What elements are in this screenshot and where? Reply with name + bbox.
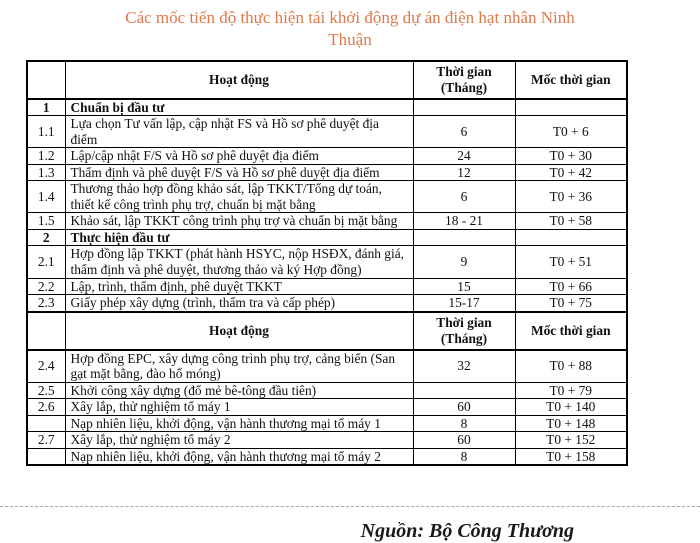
duration-cell: [413, 382, 515, 399]
duration-cell: [413, 229, 515, 246]
table-row: [27, 246, 627, 278]
activity-cell: Nạp nhiên liệu, khởi động, vận hành thương mại tổ máy 2: [65, 448, 413, 465]
source-credit: Nguồn: Bộ Công Thương: [360, 520, 574, 543]
milestone-cell: T0 + 42: [515, 164, 627, 181]
milestone-cell: T0 + 79: [515, 382, 627, 399]
activity-cell: Hợp đồng lập TKKT (phát hành HSYC, nộp HSĐX, đánh giá, thẩm định và phê duyệt, thương thảo và ký Hợp đồng): [65, 246, 413, 278]
row-number-cell: 2.4: [27, 350, 65, 383]
table-row: [27, 148, 627, 165]
row-number-cell: 2.2: [27, 278, 65, 295]
table-row: [27, 382, 627, 399]
activity-cell: Thực hiện đầu tư: [65, 229, 413, 246]
row-number-cell: 1: [27, 99, 65, 116]
section-row: [27, 229, 627, 246]
table-row: [27, 278, 627, 295]
table-header-row: [27, 312, 627, 350]
row-number-cell: 1.4: [27, 181, 65, 213]
duration-cell: 9: [413, 246, 515, 278]
activity-column-header: Hoạt động: [65, 61, 413, 99]
table-row: [27, 448, 627, 465]
activity-column-header: Hoạt động: [65, 312, 413, 350]
row-number-cell: 2.7: [27, 432, 65, 449]
milestone-cell: T0 + 66: [515, 278, 627, 295]
row-number-cell: 2.5: [27, 382, 65, 399]
row-number-cell: 1.3: [27, 164, 65, 181]
page-title: Các mốc tiến độ thực hiện tái khởi động dự án điện hạt nhân Ninh Thuận: [125, 8, 575, 49]
activity-cell: Khởi công xây dựng (đổ mẻ bê-tông đầu tiên): [65, 382, 413, 399]
milestone-schedule-table: [26, 60, 628, 467]
table-row: [27, 399, 627, 416]
row-number-cell: [27, 448, 65, 465]
table-row: [27, 213, 627, 230]
duration-cell: 24: [413, 148, 515, 165]
corner-header-cell: [27, 61, 65, 99]
activity-cell: Chuẩn bị đầu tư: [65, 99, 413, 116]
table-row: [27, 116, 627, 148]
milestone-cell: T0 + 152: [515, 432, 627, 449]
row-number-cell: 2.3: [27, 295, 65, 312]
milestone-cell: T0 + 158: [515, 448, 627, 465]
activity-cell: Nạp nhiên liệu, khởi động, vận hành thương mại tổ máy 1: [65, 415, 413, 432]
milestone-cell: T0 + 36: [515, 181, 627, 213]
duration-cell: 32: [413, 350, 515, 383]
table-row: [27, 164, 627, 181]
duration-column-header: Thời gian (Tháng): [413, 312, 515, 350]
milestone-cell: T0 + 148: [515, 415, 627, 432]
activity-cell: Thương thảo hợp đồng khảo sát, lập TKKT/Tổng dự toán, thiết kế công trình phụ trợ, chuẩn bị mặt bằng: [65, 181, 413, 213]
row-number-cell: 2.1: [27, 246, 65, 278]
activity-cell: Giấy phép xây dựng (trình, thẩm tra và cấp phép): [65, 295, 413, 312]
activity-cell: Xây lắp, thử nghiệm tổ máy 2: [65, 432, 413, 449]
duration-cell: 15: [413, 278, 515, 295]
duration-cell: 18 - 21: [413, 213, 515, 230]
milestone-cell: T0 + 140: [515, 399, 627, 416]
row-number-cell: 1.2: [27, 148, 65, 165]
row-number-cell: [27, 415, 65, 432]
milestone-cell: T0 + 75: [515, 295, 627, 312]
activity-cell: Xây lắp, thử nghiệm tổ máy 1: [65, 399, 413, 416]
schedule-table-body: [27, 61, 627, 466]
row-number-cell: 1.5: [27, 213, 65, 230]
table-row: [27, 295, 627, 312]
row-number-cell: 2: [27, 229, 65, 246]
activity-cell: Lập/cập nhật F/S và Hồ sơ phê duyệt địa điểm: [65, 148, 413, 165]
activity-cell: Thẩm định và phê duyệt F/S và Hồ sơ phê duyệt địa điểm: [65, 164, 413, 181]
table-row: [27, 350, 627, 383]
milestone-cell: [515, 229, 627, 246]
table-row: [27, 181, 627, 213]
table-row: [27, 432, 627, 449]
table-header-row: [27, 61, 627, 99]
row-number-cell: 2.6: [27, 399, 65, 416]
duration-column-header: Thời gian (Tháng): [413, 61, 515, 99]
milestone-column-header: Mốc thời gian: [515, 312, 627, 350]
milestone-column-header: Mốc thời gian: [515, 61, 627, 99]
table-row: [27, 415, 627, 432]
milestone-cell: [515, 99, 627, 116]
duration-cell: 6: [413, 181, 515, 213]
duration-cell: 12: [413, 164, 515, 181]
duration-cell: 15-17: [413, 295, 515, 312]
activity-cell: Khảo sát, lập TKKT công trình phụ trợ và chuẩn bị mặt bằng: [65, 213, 413, 230]
activity-cell: Hợp đồng EPC, xây dựng công trình phụ trợ, cảng biển (San gạt mặt bằng, đào hố móng): [65, 350, 413, 383]
milestone-cell: T0 + 30: [515, 148, 627, 165]
document-page: [0, 7, 700, 543]
row-number-cell: 1.1: [27, 116, 65, 148]
section-row: [27, 99, 627, 116]
duration-cell: 60: [413, 432, 515, 449]
dotted-divider: [0, 506, 700, 507]
duration-cell: 8: [413, 415, 515, 432]
activity-cell: Lựa chọn Tư vấn lập, cập nhật FS và Hồ sơ phê duyệt địa điểm: [65, 116, 413, 148]
activity-cell: Lập, trình, thẩm định, phê duyệt TKKT: [65, 278, 413, 295]
milestone-cell: T0 + 6: [515, 116, 627, 148]
corner-header-cell: [27, 312, 65, 350]
duration-cell: 60: [413, 399, 515, 416]
milestone-cell: T0 + 51: [515, 246, 627, 278]
milestone-cell: T0 + 58: [515, 213, 627, 230]
duration-cell: 8: [413, 448, 515, 465]
duration-cell: [413, 99, 515, 116]
duration-cell: 6: [413, 116, 515, 148]
milestone-cell: T0 + 88: [515, 350, 627, 383]
